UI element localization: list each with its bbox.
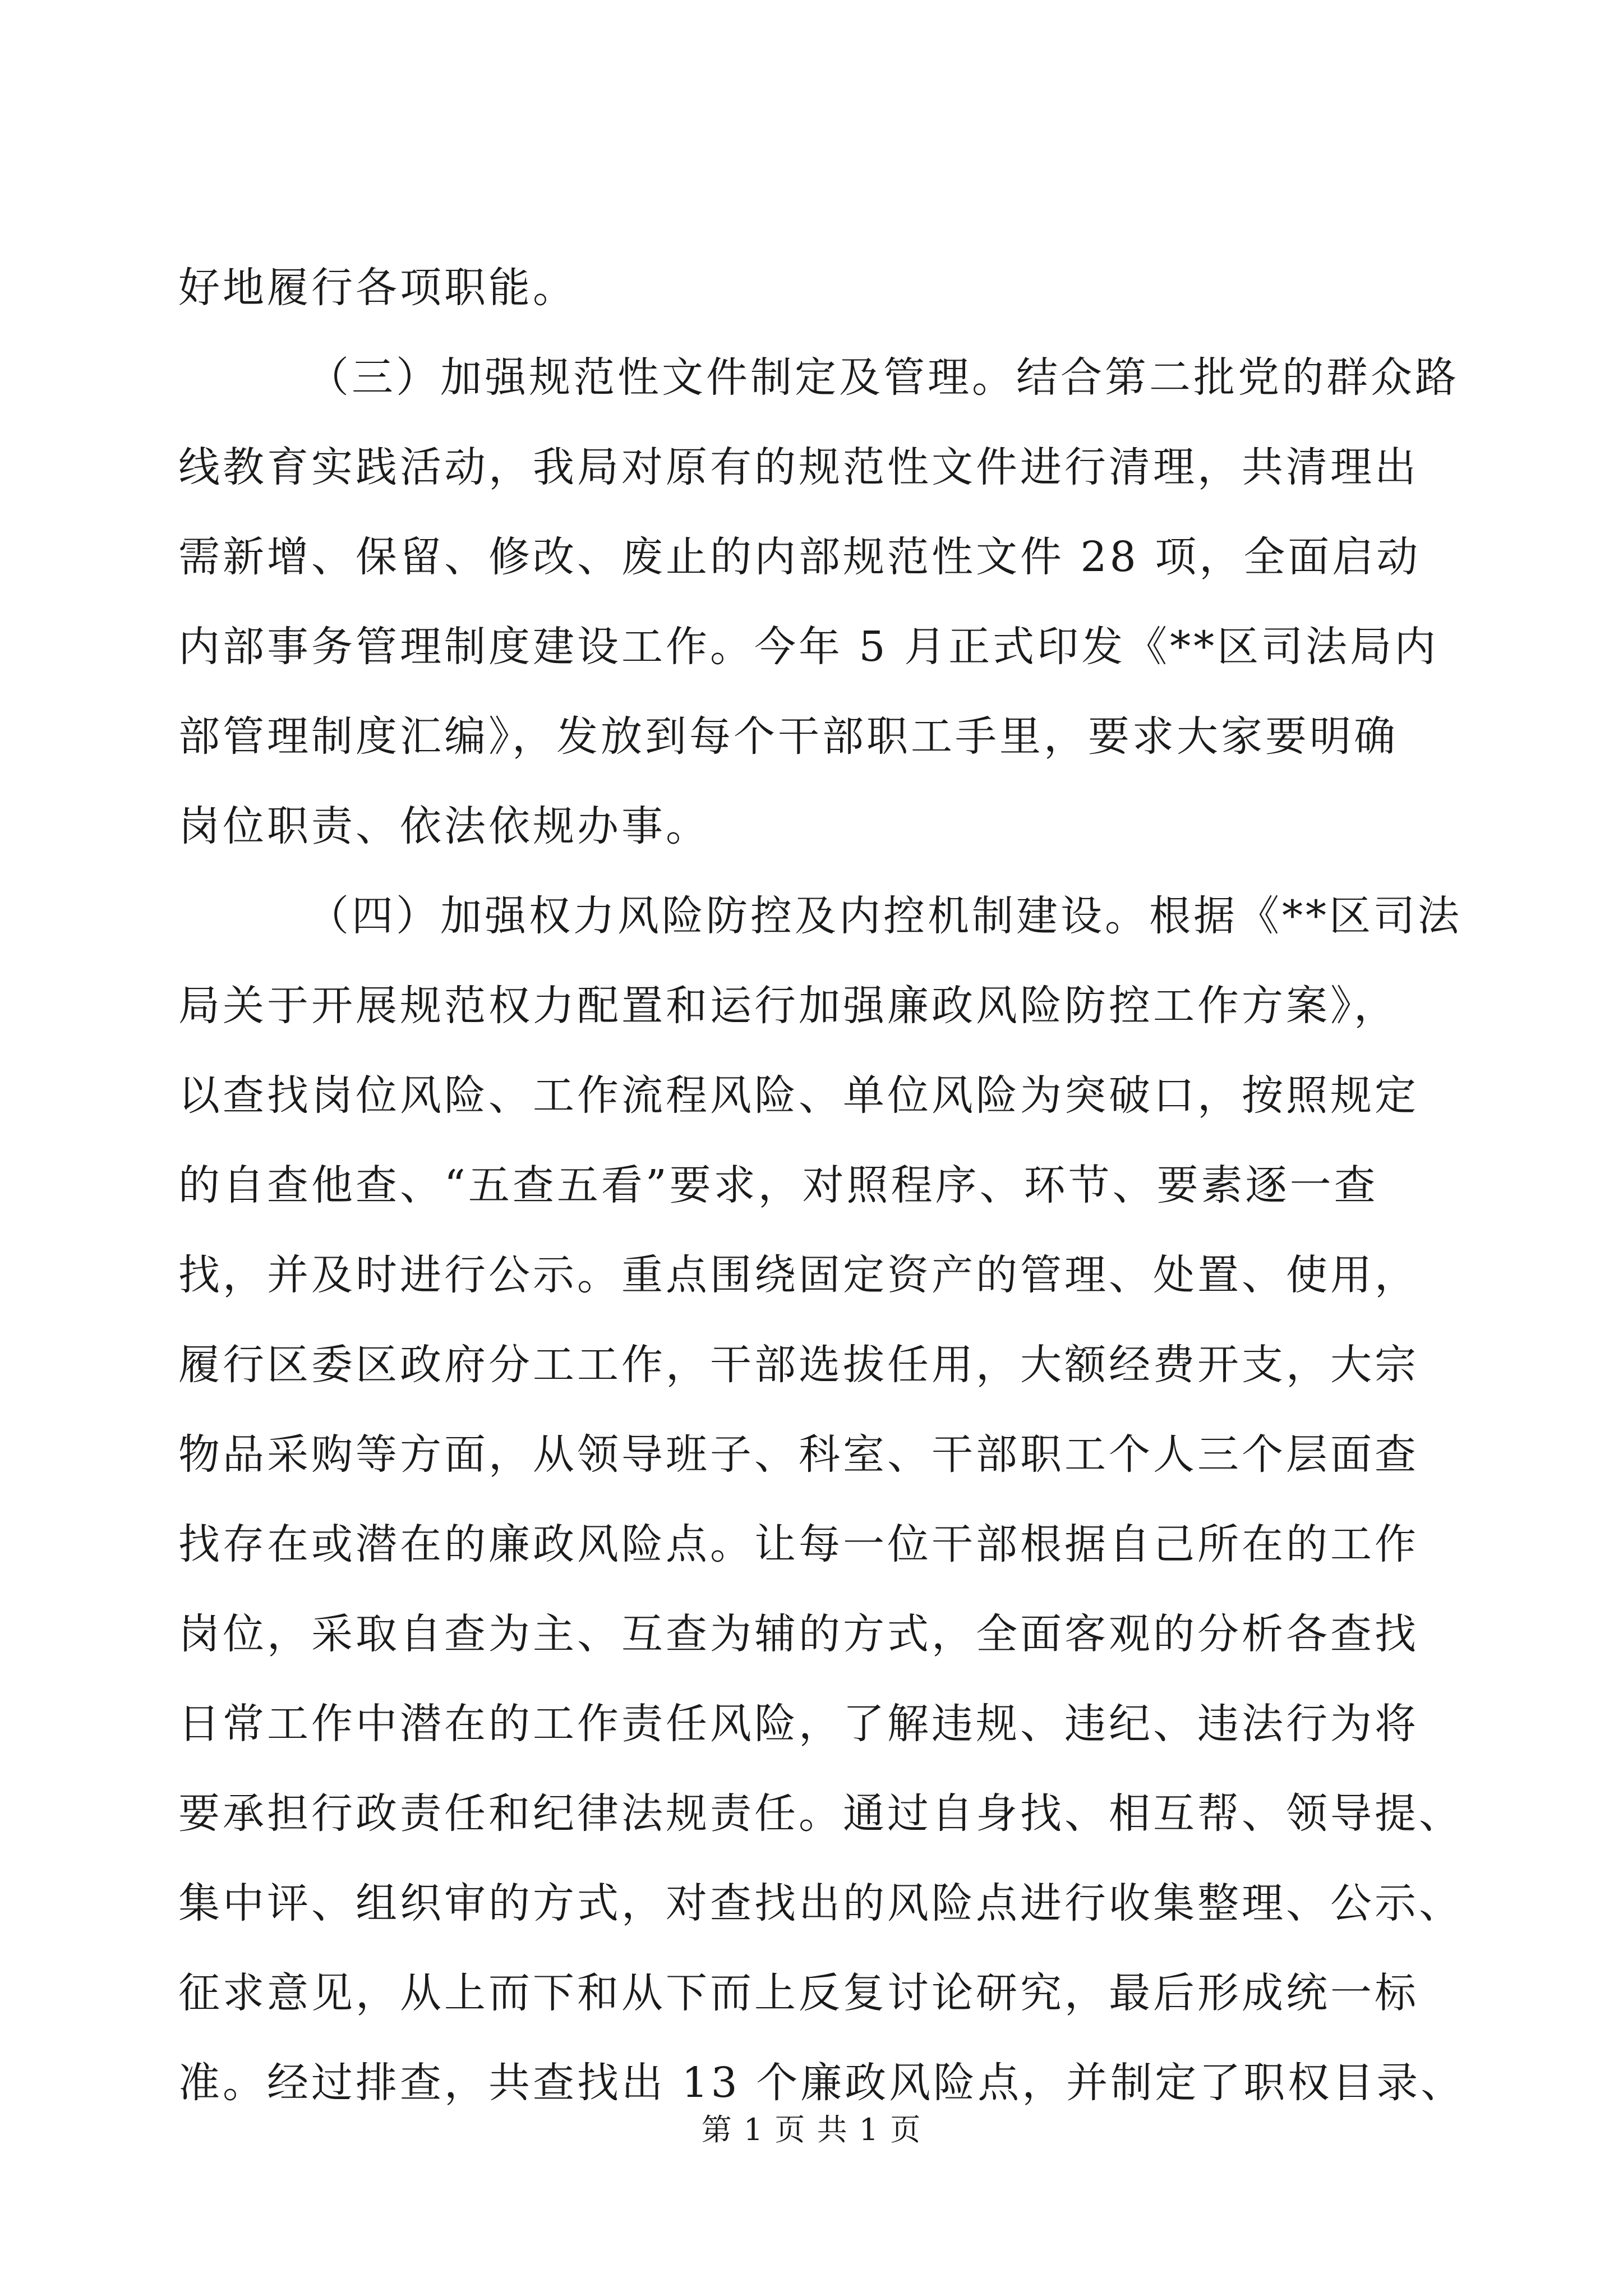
page-number-footer: 第 1 页 共 1 页 bbox=[701, 2112, 922, 2147]
text-line: 内部事务管理制度建设工作。今年 5 月正式印发《**区司法局内 bbox=[178, 623, 1439, 671]
text-line: 岗位，采取自查为主、互查为辅的方式，全面客观的分析各查找 bbox=[178, 1610, 1419, 1658]
text-line: 部管理制度汇编》，发放到每个干部职工手里，要求大家要明确 bbox=[178, 712, 1398, 761]
text-line: 局关于开展规范权力配置和运行加强廉政风险防控工作方案》， bbox=[178, 982, 1398, 1030]
text-line: 好地履行各项职能。 bbox=[178, 264, 577, 312]
text-line: 线教育实践活动，我局对原有的规范性文件进行清理，共清理出 bbox=[178, 443, 1419, 491]
text-line: 日常工作中潜在的工作责任风险，了解违规、违纪、违法行为将 bbox=[178, 1700, 1419, 1748]
text-line: 要承担行政责任和纪律法规责任。通过自身找、相互帮、领导提、 bbox=[178, 1789, 1463, 1838]
text-line: 找，并及时进行公示。重点围绕固定资产的管理、处置、使用， bbox=[178, 1251, 1419, 1299]
text-line: （三）加强规范性文件制定及管理。结合第二批党的群众路 bbox=[307, 353, 1459, 402]
text-line: 集中评、组织审的方式，对查找出的风险点进行收集整理、公示、 bbox=[178, 1879, 1463, 1927]
text-line: 需新增、保留、修改、废止的内部规范性文件 28 项，全面启动 bbox=[178, 533, 1421, 581]
text-line: 物品采购等方面，从领导班子、科室、干部职工个人三个层面查 bbox=[178, 1430, 1419, 1479]
text-line: 履行区委区政府分工工作，干部选拔任用，大额经费开支，大宗 bbox=[178, 1341, 1419, 1389]
text-line: 岗位职责、依法依规办事。 bbox=[178, 802, 710, 850]
text-line: 征求意见，从上而下和从下而上反复讨论研究，最后形成统一标 bbox=[178, 1969, 1419, 2017]
text-line: 以查找岗位风险、工作流程风险、单位风险为突破口，按照规定 bbox=[178, 1071, 1419, 1120]
text-line: 找存在或潜在的廉政风险点。让每一位干部根据自己所在的工作 bbox=[178, 1520, 1419, 1568]
text-line: 准。经过排查，共查找出 13 个廉政风险点，并制定了职权目录、 bbox=[178, 2059, 1465, 2107]
text-line: 的自查他查、“五查五看”要求，对照程序、环节、要素逐一查 bbox=[178, 1161, 1378, 1209]
text-line: （四）加强权力风险防控及内控机制建设。根据《**区司法 bbox=[307, 892, 1462, 940]
